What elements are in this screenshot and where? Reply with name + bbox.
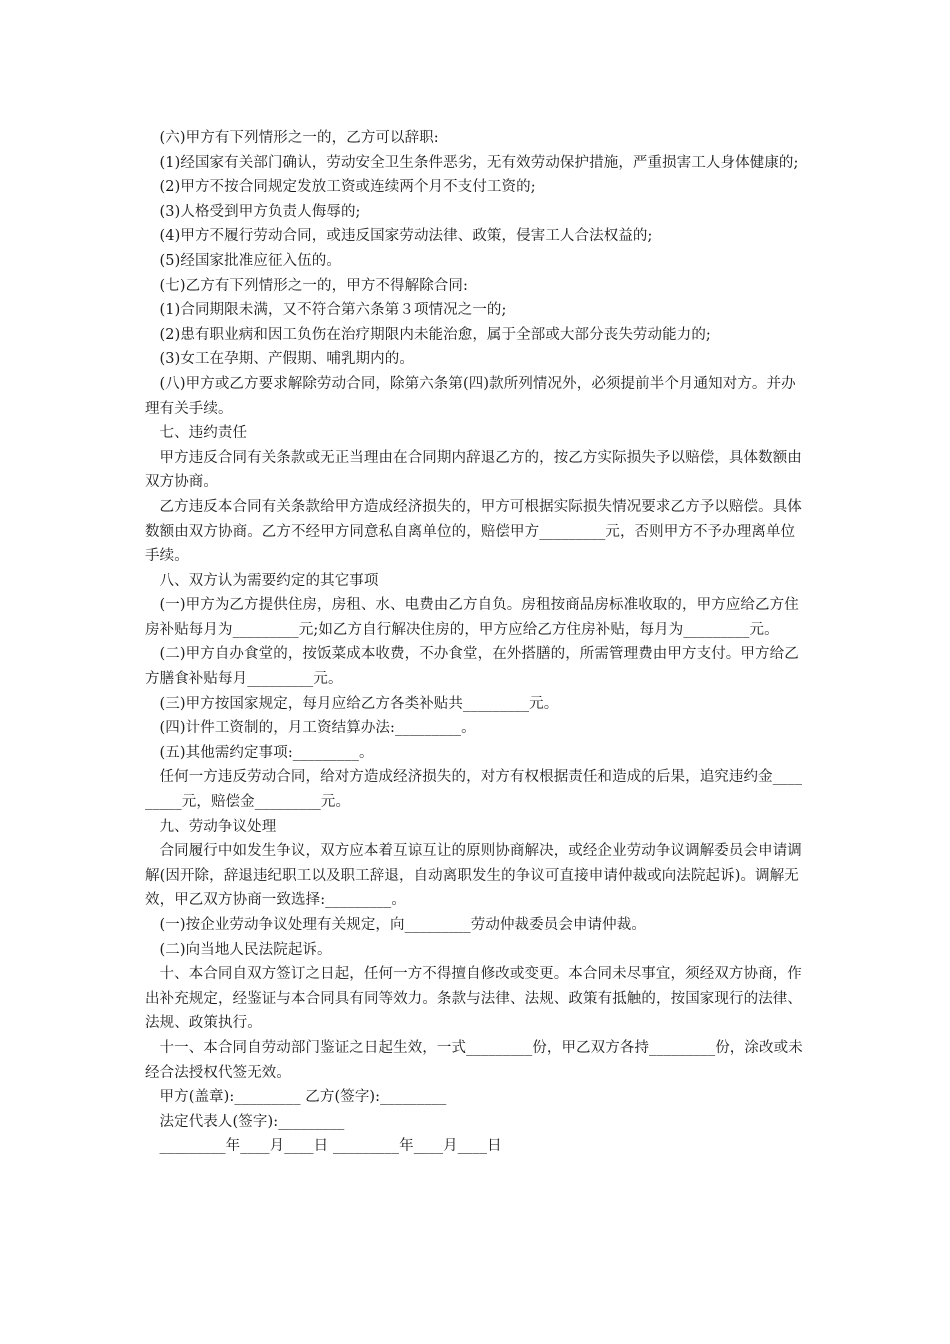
date-line: _________年____月____日 _________年____月____日 <box>159 1138 502 1155</box>
section-heading: 九、劳动争议处理 <box>159 818 277 835</box>
paragraph: 十、本合同自双方签订之日起，任何一方不得擅自修改或变更。本合同未尽事宜，须经双方协商，作出补充规定，经鉴证与本合同具有同等效力。条款与法律、法规、政策有抵触的，按国家现行的法律、法规、政策执行。 <box>145 966 802 1032</box>
paragraph: (二)向当地人民法院起诉。 <box>159 941 332 958</box>
section-heading: 七、违约责任 <box>159 425 248 442</box>
paragraph: (4)甲方不履行劳动合同，或违反国家劳动法律、政策，侵害工人合法权益的; <box>159 228 653 245</box>
paragraph: (八)甲方或乙方要求解除劳动合同，除第六条第(四)款所列情况外，必须提前半个月通知对方。并办理有关手续。 <box>145 375 796 417</box>
paragraph: (1)经国家有关部门确认，劳动安全卫生条件恶劣，无有效劳动保护措施，严重损害工人身体健康的; <box>159 154 799 171</box>
paragraph: 合同履行中如发生争议，双方应本着互谅互让的原则协商解决，或经企业劳动争议调解委员会申请调解(因开除，辞退违纪职工以及职工辞退，自动离职发生的争议可直接申请仲裁或向法院起诉)。调解无效，甲乙双方协商一致选择:_________。 <box>145 843 802 909</box>
paragraph: (2)甲方不按合同规定发放工资或连续两个月不支付工资的; <box>159 179 536 196</box>
paragraph: 十一、本合同自劳动部门鉴证之日起生效，一式_________份，甲乙双方各持_________份，涂改或未经合法授权代签无效。 <box>145 1039 803 1081</box>
paragraph: (5)经国家批准应征入伍的。 <box>159 252 341 269</box>
paragraph: 甲方违反合同有关条款或无正当理由在合同期内辞退乙方的，按乙方实际损失予以赔偿，具体数额由双方协商。 <box>145 449 802 491</box>
paragraph: (四)计件工资制的，月工资结算办法:_________。 <box>159 720 476 737</box>
signature-line: 法定代表人(签字):_________ <box>159 1113 345 1130</box>
paragraph: (一)甲方为乙方提供住房，房租、水、电费由乙方自负。房租按商品房标准收取的，甲方应给乙方住房补贴每月为_________元;如乙方自行解决住房的，甲方应给乙方住房补贴，每月为_________元。 <box>145 597 799 638</box>
paragraph: (3)女工在孕期、产假期、哺乳期内的。 <box>159 351 414 368</box>
signature-line: 甲方(盖章):_________ 乙方(签字):_________ <box>159 1089 447 1106</box>
paragraph: (七)乙方有下列情形之一的，甲方不得解除合同: <box>159 277 468 294</box>
paragraph: (一)按企业劳动争议处理有关规定，向_________劳动仲裁委员会申请仲裁。 <box>159 917 646 933</box>
paragraph: (二)甲方自办食堂的，按饭菜成本收费，不办食堂，在外搭膳的，所需管理费由甲方支付。甲方给乙方膳食补贴每月_________元。 <box>145 646 799 688</box>
paragraph: (五)其他需约定事项:_________。 <box>159 744 374 761</box>
paragraph: (2)患有职业病和因工负伤在治疗期限内未能治愈，属于全部或大部分丧失劳动能力的; <box>159 326 711 343</box>
paragraph: (六)甲方有下列情形之一的，乙方可以辞职: <box>159 130 439 146</box>
paragraph: (三)甲方按国家规定，每月应给乙方各类补贴共_________元。 <box>159 695 559 712</box>
paragraph: (3)人格受到甲方负责人侮辱的; <box>159 203 361 220</box>
paragraph: 任何一方违反劳动合同，给对方造成经济损失的，对方有权根据责任和造成的后果，追究违约金_________元，赔偿金_________元。 <box>145 769 803 811</box>
paragraph: 乙方违反本合同有关条款给甲方造成经济损失的，甲方可根据实际损失情况要求乙方予以赔偿。具体数额由双方协商。乙方不经甲方同意私自离单位的，赔偿甲方_________元，否则甲方不予办理离单位手续。 <box>145 498 802 565</box>
section-heading: 八、双方认为需要约定的其它事项 <box>159 572 379 589</box>
paragraph: (1)合同期限未满，又不符合第六条第３项情况之一的; <box>159 302 507 319</box>
